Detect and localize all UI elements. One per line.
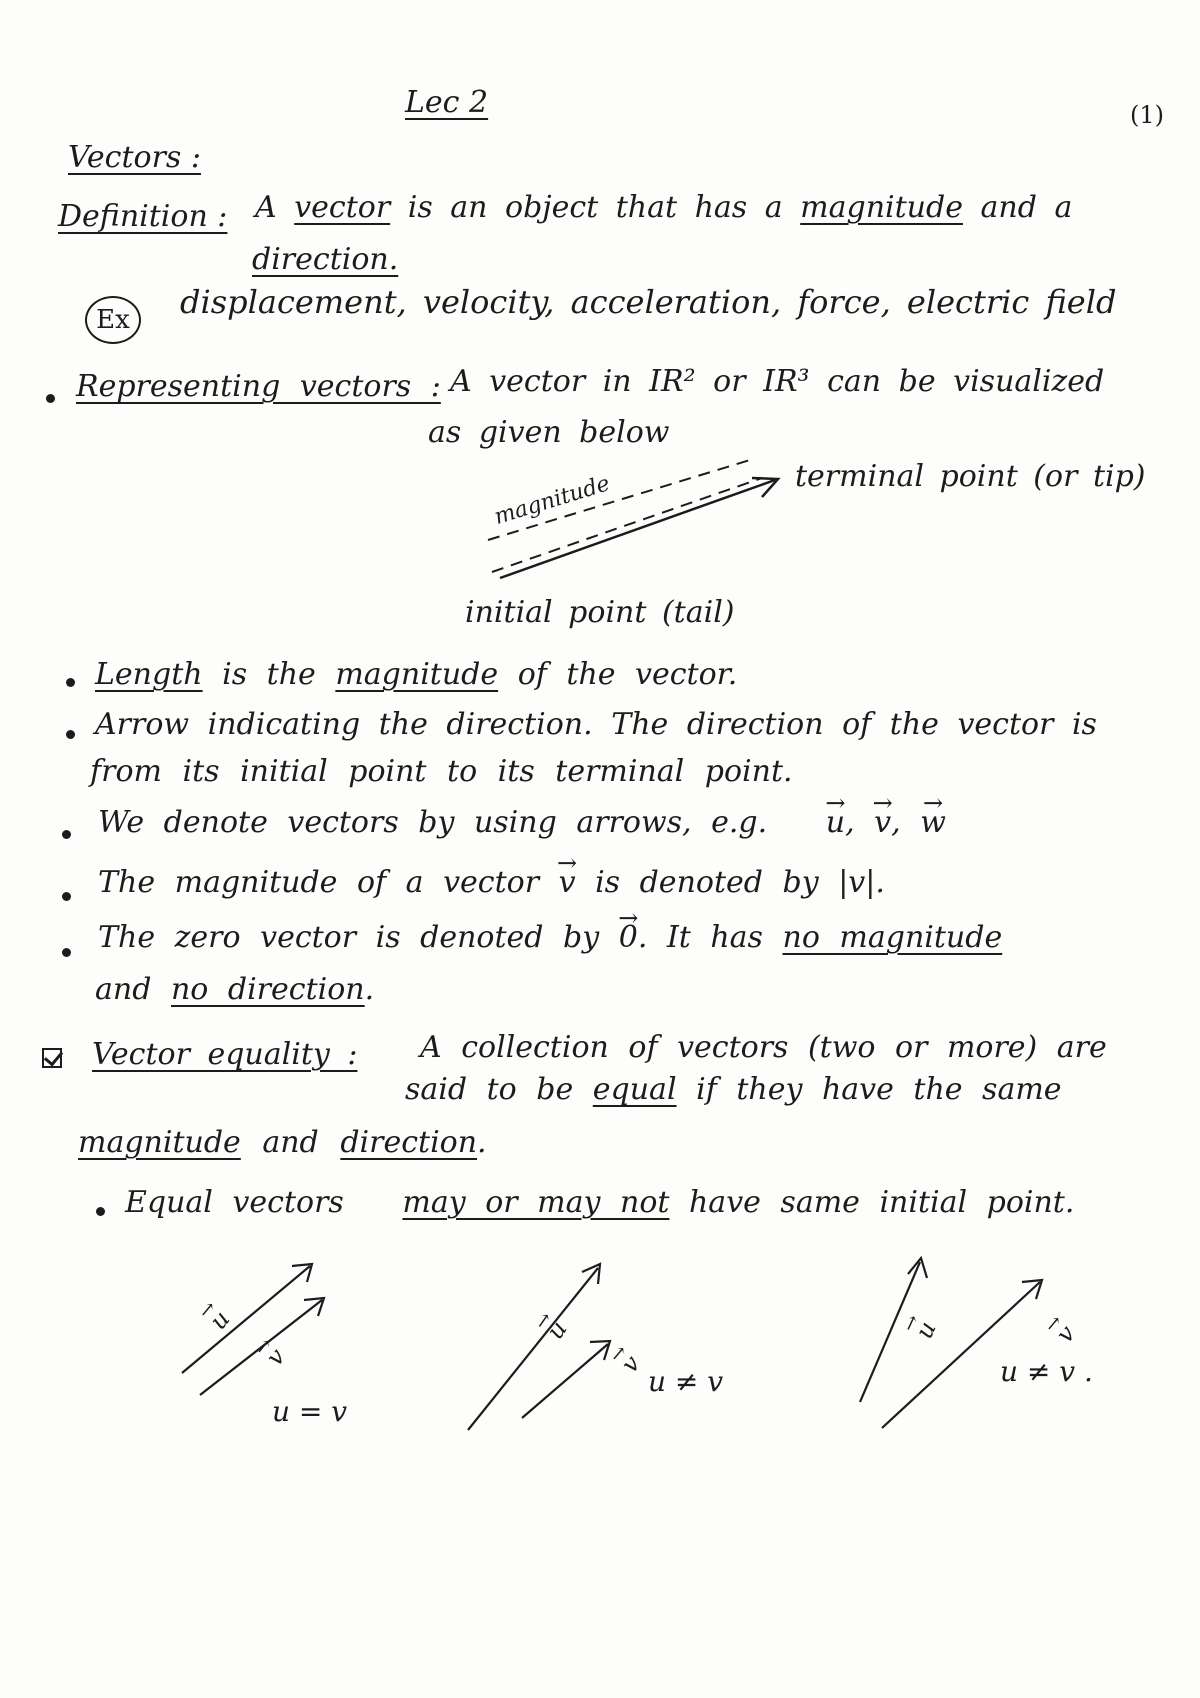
fig1-vector-u <box>182 1266 310 1373</box>
equality-if: if they have the same <box>696 1072 1062 1107</box>
section-title: Vectors : <box>68 140 201 175</box>
terminal-point-label: terminal point (or tip) <box>795 459 1146 494</box>
magnitude-label: magnitude <box>491 471 613 530</box>
bullet-zero-period: . <box>364 972 375 1007</box>
fig3-caption: u ≠ v . <box>1000 1355 1093 1388</box>
bullet-zero-mid: . It has <box>637 920 763 955</box>
definition-a: A <box>255 190 277 225</box>
may-or-may-not-phrase: may or may not <box>402 1185 670 1220</box>
equality-said: said to be <box>405 1072 574 1107</box>
equality-label: Vector equality : <box>92 1037 358 1072</box>
bullet-magnitude-pre: The magnitude of a vector <box>98 865 540 900</box>
length-word: Length <box>95 657 203 692</box>
vector-u: → u <box>826 808 845 838</box>
fig2-vector-v <box>522 1344 608 1418</box>
magnitude-word: magnitude <box>335 657 499 692</box>
fig3-label-u: → u <box>912 1318 940 1342</box>
bullet-arrow-line-1: Arrow indicating the direction. The direction of the vector is <box>95 707 1097 742</box>
definition-vector-word: vector <box>294 190 391 225</box>
equal-vectors-pre: Equal vectors <box>125 1185 344 1220</box>
fig2-label-v: → v <box>617 1351 644 1377</box>
bullet-denote-text: We denote vectors by using arrows, e.g. <box>98 805 768 840</box>
example-text: displacement, velocity, acceleration, force, electric field <box>180 283 1117 321</box>
vector-v: → v <box>559 868 576 898</box>
vector-w: → w <box>920 808 946 838</box>
lecture-title: Lec 2 <box>405 85 489 120</box>
definition-end: and a <box>980 190 1073 225</box>
fig2-label-u: → u <box>543 1317 572 1343</box>
fig3-label-v: → v <box>1052 1321 1079 1347</box>
zero-vector: → 0 <box>619 923 638 953</box>
definition-mid: is an object that has a <box>407 190 783 225</box>
representing-text-1: A vector in IR² or IR³ can be visualized <box>450 364 1105 399</box>
equality-text-1: A collection of vectors (two or more) are <box>420 1030 1107 1065</box>
bullet-zero-and: and <box>95 972 152 1007</box>
representing-text-2: as given below <box>428 415 670 450</box>
no-direction-phrase: no direction <box>170 972 365 1007</box>
page-number: (1) <box>1130 101 1164 129</box>
fig2-arrowhead-u <box>582 1264 600 1284</box>
fig2-caption: u ≠ v <box>648 1365 724 1398</box>
fig2-vector-u <box>468 1268 598 1430</box>
example-badge-text: Ex <box>96 305 130 335</box>
no-magnitude-phrase: no magnitude <box>782 920 1003 955</box>
equality-and: and <box>262 1125 319 1160</box>
definition-direction-word: direction. <box>252 242 399 277</box>
norm-v: |v|. <box>838 865 885 900</box>
representing-label: Representing vectors : <box>76 369 441 404</box>
direction-word: direction <box>340 1125 478 1160</box>
fig1-caption: u = v <box>272 1395 348 1428</box>
equal-word: equal <box>592 1072 677 1107</box>
bullet-arrow-line-2: from its initial point to its terminal point. <box>90 754 793 789</box>
vector-v: → v <box>874 808 891 838</box>
bullet-length-mid: is the <box>222 657 316 692</box>
fig1-label-v: → v <box>262 1344 289 1370</box>
equal-vectors-post: have same initial point. <box>688 1185 1075 1220</box>
bullet-denote: We denote vectors by using arrows, e.g. → u, → v, → w <box>98 808 946 838</box>
definition-label: Definition : <box>58 199 228 234</box>
bullet-magnitude-mid: is denoted by <box>595 865 819 900</box>
equality-period: . <box>477 1125 487 1160</box>
definition-magnitude-word: magnitude <box>800 190 963 225</box>
bullet-length-end: of the vector. <box>517 657 738 692</box>
magnitude-word: magnitude <box>78 1125 241 1160</box>
fig1-label-u: → u <box>206 1306 234 1333</box>
bullet-zero-pre: The zero vector is denoted by <box>98 920 600 955</box>
initial-point-label: initial point (tail) <box>465 595 735 630</box>
